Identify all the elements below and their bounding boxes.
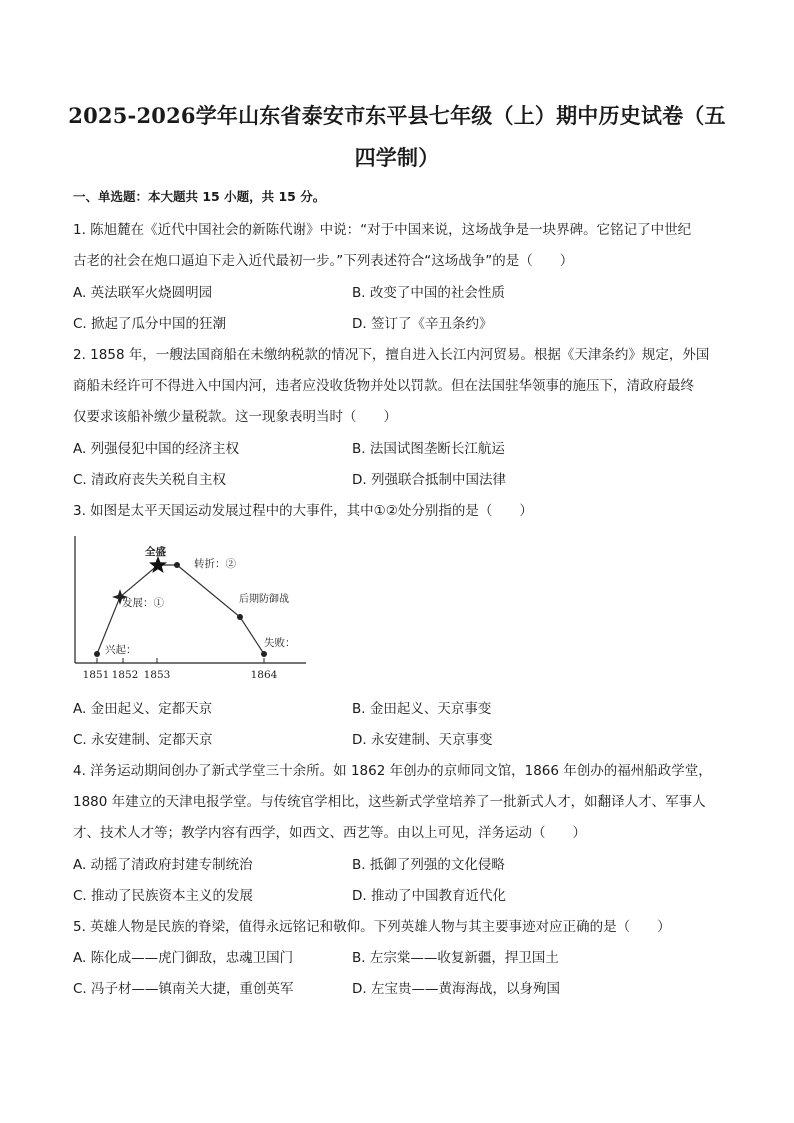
figure-label-fail: 失败：	[264, 637, 296, 649]
figure-x-label-1851: 1851	[82, 669, 110, 681]
figure-label-develop: 发展：①	[122, 597, 164, 609]
figure-label-defense: 后期防御战	[239, 594, 289, 605]
q5-option-b: B. 左宗棠——收复新疆，捍卫国土	[352, 950, 559, 966]
q1-stem-line-1: 1. 陈旭麓在《近代中国社会的新陈代谢》中说：“对于中国来说，这场战争是一块界碑。它铭记了中世纪	[73, 222, 692, 238]
q1-option-c: C. 掀起了瓜分中国的狂潮	[73, 316, 227, 332]
q3-option-d: D. 永安建制、天京事变	[352, 732, 493, 748]
figure-point-rise	[94, 651, 100, 657]
figure-label-turn: 转折：②	[194, 558, 236, 570]
exam-title-line-1: 2025-2026学年山东省泰安市东平县七年级（上）期中历史试卷（五	[68, 103, 726, 128]
q3-option-a: A. 金田起义、定都天京	[73, 701, 213, 717]
q5-option-c: C. 冯子材——镇南关大捷，重创英军	[73, 981, 294, 997]
q1-option-d: D. 签订了《辛丑条约》	[352, 316, 493, 332]
q1-option-a: A. 英法联军火烧圆明园	[73, 285, 213, 301]
figure-x-label-1853: 1853	[143, 669, 171, 681]
figure-x-label-1852: 1852	[111, 669, 139, 681]
q4-stem-line-1: 4. 洋务运动期间创办了新式学堂三十余所。如 1862 年创办的京师同文馆，1866 年创办的福州船政学堂，	[73, 763, 712, 779]
q2-stem-line-3: 仅要求该船补缴少量税款。这一现象表明当时（ ）	[73, 409, 397, 425]
q4-option-a: A. 动摇了清政府封建专制统治	[73, 857, 253, 873]
q2-option-a: A. 列强侵犯中国的经济主权	[73, 441, 240, 457]
q5-stem-line-1: 5. 英雄人物是民族的脊梁，值得永远铭记和敬仰。下列英雄人物与其主要事迹对应正确的是（ ）	[73, 919, 671, 935]
q2-option-d: D. 列强联合抵制中国法律	[352, 472, 506, 488]
q1-stem-line-2: 古老的社会在炮口逼迫下走入近代最初一步。”下列表述符合“这场战争”的是（ ）	[73, 253, 574, 269]
q3-option-b: B. 金田起义、天京事变	[352, 701, 492, 717]
q4-stem-line-2: 1880 年建立的天津电报学堂。与传统官学相比，这些新式学堂培养了一批新式人才，如翻译人才、军事人	[73, 794, 706, 810]
figure-point-defense	[237, 614, 243, 620]
figure-x-label-1864: 1864	[250, 669, 278, 681]
q2-stem-line-1: 2. 1858 年，一艘法国商船在未缴纳税款的情况下，擅自进入长江内河贸易。根据《天津条约》规定，外国	[73, 347, 710, 363]
figure-point-fail	[261, 651, 267, 657]
figure-label-rise: 兴起：	[105, 644, 137, 656]
q4-option-d: D. 推动了中国教育近代化	[352, 888, 506, 904]
q5-option-a: A. 陈化成——虎门御敌，忠魂卫国门	[73, 950, 294, 966]
q4-option-b: B. 抵御了列强的文化侵略	[352, 857, 505, 873]
figure-label-peak: 全盛	[145, 546, 166, 558]
q3-option-c: C. 永安建制、定都天京	[73, 732, 213, 748]
q2-stem-line-2: 商船未经许可不得进入中国内河，违者应没收货物并处以罚款。但在法国驻华领事的施压下，清政府最终	[73, 378, 694, 394]
exam-title	[60, 95, 734, 179]
q4-option-c: C. 推动了民族资本主义的发展	[73, 888, 254, 904]
q2-option-c: C. 清政府丧失关税自主权	[73, 472, 227, 488]
q4-stem-line-3: 才、技术人才等；教学内容有西学，如西文、西艺等。由以上可见，洋务运动（ ）	[73, 825, 586, 841]
q5-option-d: D. 左宝贵——黄海海战，以身殉国	[352, 981, 560, 997]
figure-trend-line	[97, 565, 264, 654]
q1-option-b: B. 改变了中国的社会性质	[352, 285, 505, 301]
exam-title-line-2: 四学制）	[354, 145, 440, 170]
q2-option-b: B. 法国试图垄断长江航运	[352, 441, 505, 457]
figure-point-turn	[174, 562, 180, 568]
q3-stem-line-1: 3. 如图是太平天国运动发展过程中的大事件，其中①②处分别指的是（ ）	[73, 503, 533, 519]
section-heading: 一、单选题：本大题共 15 小题，共 15 分。	[73, 189, 326, 204]
taiping-timeline-figure	[68, 536, 313, 681]
